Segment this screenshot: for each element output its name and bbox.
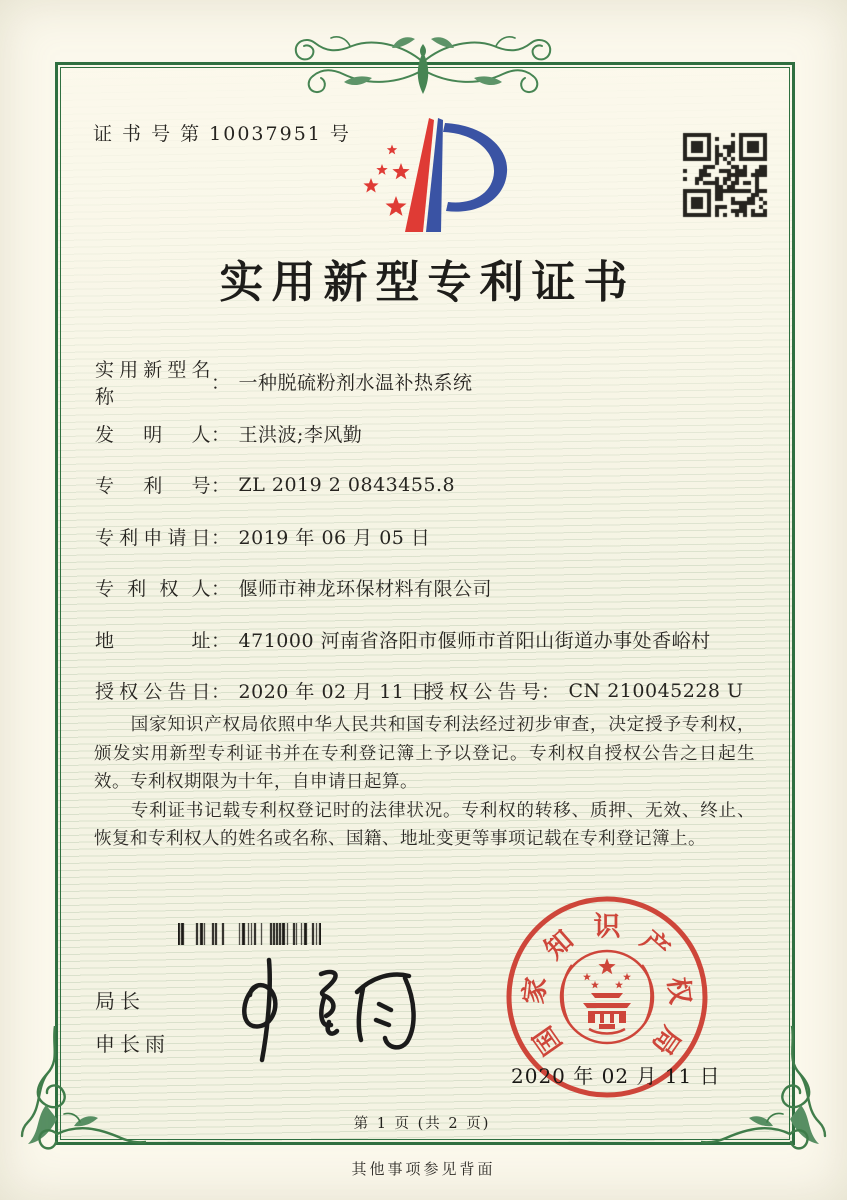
field-value: 偃师市神龙环保材料有限公司	[238, 578, 493, 601]
field-value: 471000 河南省洛阳市偃师市首阳山街道办事处香峪村	[238, 629, 711, 652]
field-label: 授权公告日	[95, 681, 211, 704]
field-label: 地址	[95, 629, 211, 652]
legal-paragraph-1: 国家知识产权局依照中华人民共和国专利法经过初步审查，决定授予专利权，颁发实用新型专利证书并在专利登记簿上予以登记。专利权自授权公告之日起生效。专利权期限为十年，自申请日起算。	[94, 715, 755, 793]
official-seal: 国 家 知 识 产 权 局	[494, 893, 720, 1105]
signatory-title: 局长	[95, 989, 145, 1013]
signature-handwriting	[225, 948, 440, 1068]
field-label: 专利权人	[95, 578, 211, 601]
field-row-inventor: 发明人 ： 王洪波;李风勤	[95, 408, 755, 460]
field-label: 授权公告号	[425, 681, 541, 704]
certificate-fields	[95, 356, 755, 717]
signatory-name: 申长雨	[95, 1032, 170, 1056]
field-row-name: 实用新型名称 ： 一种脱硫粉剂水温补热系统	[95, 356, 755, 408]
page-number: 第 1 页 (共 2 页)	[353, 1116, 491, 1132]
logo-stars	[363, 145, 409, 216]
legal-text	[94, 711, 755, 854]
field-label: 实用新型名称	[95, 358, 211, 408]
grant-number-pair: 授权公告号 ： CN 210045228 U	[425, 665, 744, 717]
qr-code	[681, 131, 769, 219]
seal-date: 2020 年 02 月 11 日	[511, 1064, 721, 1088]
certificate-number: 证 书 号 第 10037951 号	[93, 123, 351, 145]
national-emblem	[561, 951, 653, 1043]
grant-number-value: CN 210045228 U	[568, 679, 744, 702]
field-label: 发明人	[95, 423, 211, 446]
field-row-patentee: 专利权人 ： 偃师市神龙环保材料有限公司	[95, 562, 755, 614]
field-value: ZL 2019 2 0843455.8	[238, 473, 456, 496]
grant-date-value: 2020 年 02 月 11 日	[238, 681, 431, 704]
field-value: 2019 年 06 月 05 日	[238, 526, 431, 549]
logo-blue-bowl	[443, 123, 507, 212]
legal-paragraph-2: 专利证书记载专利权登记时的法律状况。专利权的转移、质押、无效、终止、恢复和专利权人的姓名或名称、国籍、地址变更等事项记载在专利登记簿上。	[94, 800, 755, 850]
cnipa-logo	[338, 110, 518, 238]
field-value: 王洪波;李风勤	[238, 423, 363, 446]
back-side-note: 其他事项参见背面	[351, 1160, 496, 1178]
field-label: 专利号	[95, 475, 211, 498]
field-row-filing-date: 专利申请日 ： 2019 年 06 月 05 日	[95, 511, 755, 563]
field-row-patent-number: 专利号 ： ZL 2019 2 0843455.8	[95, 459, 755, 511]
certificate-title: 实用新型专利证书	[219, 257, 636, 308]
field-row-grant: 授权公告日 ： 2020 年 02 月 11 日 授权公告号 ： CN 210045228 U	[95, 665, 755, 717]
field-row-address: 地址 ： 471000 河南省洛阳市偃师市首阳山街道办事处香峪村	[95, 614, 755, 666]
barcode	[178, 923, 321, 945]
field-label: 专利申请日	[95, 526, 211, 549]
field-value: 一种脱硫粉剂水温补热系统	[238, 372, 473, 395]
